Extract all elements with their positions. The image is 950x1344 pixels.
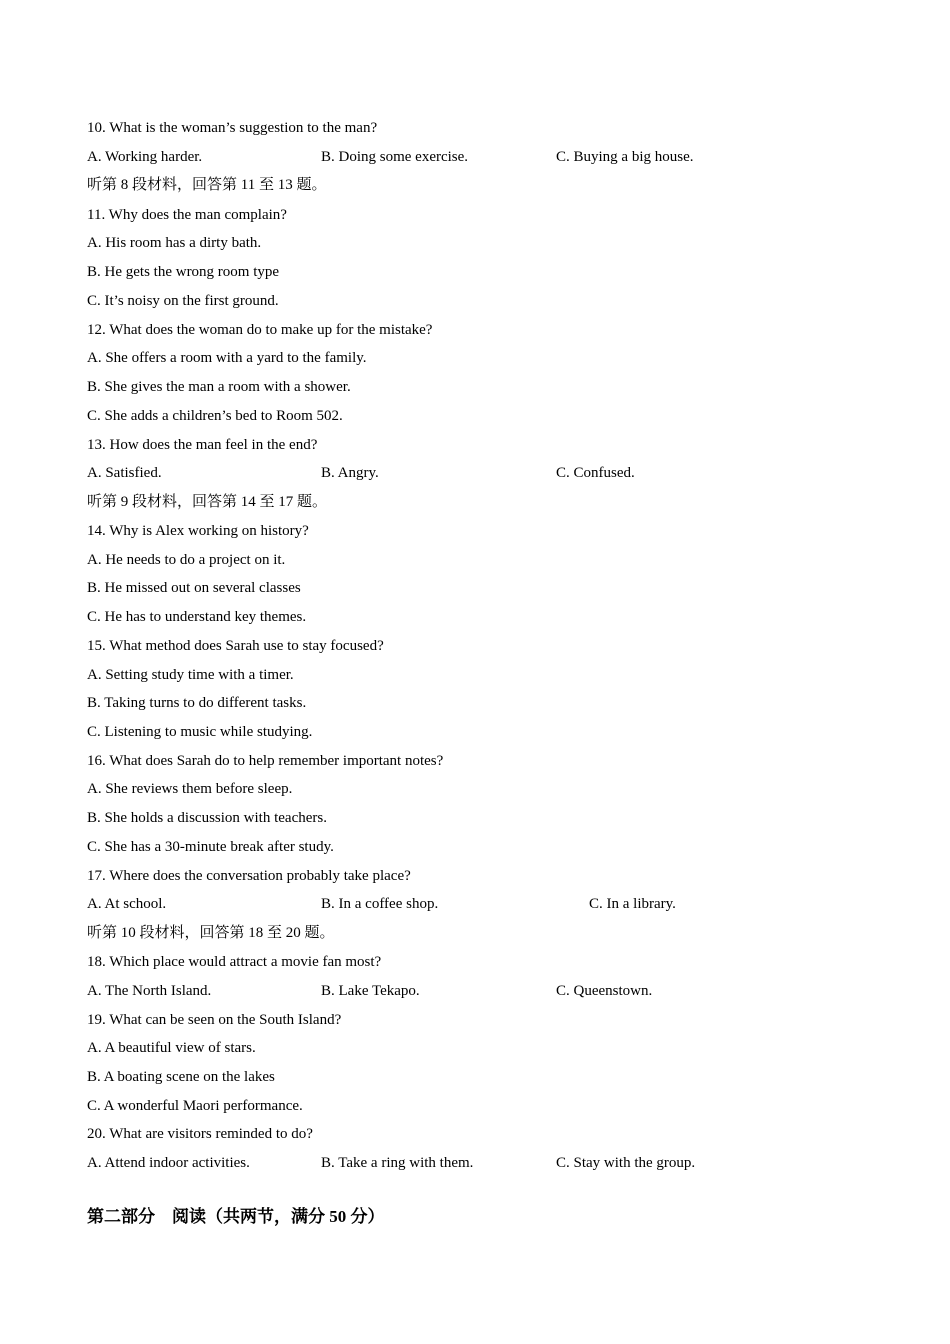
option-20-b: B. Take a ring with them. bbox=[321, 1155, 474, 1171]
option-13-c: C. Confused. bbox=[556, 465, 635, 481]
option-15-c: C. Listening to music while studying. bbox=[87, 724, 313, 740]
option-11-a: A. His room has a dirty bath. bbox=[87, 235, 262, 251]
option-11-b: B. He gets the wrong room type bbox=[87, 264, 280, 280]
option-12-c: C. She adds a children’s bed to Room 502. bbox=[87, 408, 343, 424]
question-10: 10. What is the woman’s suggestion to the man? bbox=[87, 120, 378, 136]
option-18-a: A. The North Island. bbox=[87, 983, 212, 999]
question-11: 11. Why does the man complain? bbox=[87, 207, 287, 223]
option-19-c: C. A wonderful Maori performance. bbox=[87, 1098, 303, 1114]
option-12-b: B. She gives the man a room with a shower. bbox=[87, 379, 351, 395]
option-17-b: B. In a coffee shop. bbox=[321, 896, 439, 912]
option-14-c: C. He has to understand key themes. bbox=[87, 609, 307, 625]
material-8-instruction: 听第 8 段材料，回答第 11 至 13 题。 bbox=[87, 177, 327, 193]
option-11-c: C. It’s noisy on the first ground. bbox=[87, 293, 279, 309]
option-12-a: A. She offers a room with a yard to the family. bbox=[87, 350, 367, 366]
option-15-a: A. Setting study time with a timer. bbox=[87, 667, 294, 683]
option-20-c: C. Stay with the group. bbox=[556, 1155, 696, 1171]
options-row-17 bbox=[0, 894, 950, 914]
option-10-c: C. Buying a big house. bbox=[556, 149, 694, 165]
option-10-a: A. Working harder. bbox=[87, 149, 203, 165]
question-14: 14. Why is Alex working on history? bbox=[87, 523, 309, 539]
option-18-b: B. Lake Tekapo. bbox=[321, 983, 420, 999]
option-19-a: A. A beautiful view of stars. bbox=[87, 1040, 256, 1056]
question-18: 18. Which place would attract a movie fan most? bbox=[87, 954, 382, 970]
section-2-heading: 第二部分 阅读（共两节，满分 50 分） bbox=[87, 1207, 385, 1226]
option-19-b: B. A boating scene on the lakes bbox=[87, 1069, 275, 1085]
material-10-instruction: 听第 10 段材料，回答第 18 至 20 题。 bbox=[87, 925, 335, 941]
option-16-a: A. She reviews them before sleep. bbox=[87, 781, 293, 797]
option-13-a: A. Satisfied. bbox=[87, 465, 162, 481]
option-16-c: C. She has a 30-minute break after study. bbox=[87, 839, 334, 855]
question-12: 12. What does the woman do to make up for the mistake? bbox=[87, 322, 433, 338]
question-20: 20. What are visitors reminded to do? bbox=[87, 1126, 313, 1142]
question-15: 15. What method does Sarah use to stay focused? bbox=[87, 638, 384, 654]
options-row-20 bbox=[0, 1153, 950, 1173]
question-13: 13. How does the man feel in the end? bbox=[87, 437, 318, 453]
option-13-b: B. Angry. bbox=[321, 465, 379, 481]
options-row-10 bbox=[0, 147, 950, 167]
material-9-instruction: 听第 9 段材料，回答第 14 至 17 题。 bbox=[87, 494, 328, 510]
options-row-18 bbox=[0, 981, 950, 1001]
option-17-a: A. At school. bbox=[87, 896, 167, 912]
question-17: 17. Where does the conversation probably take place? bbox=[87, 868, 411, 884]
option-10-b: B. Doing some exercise. bbox=[321, 149, 469, 165]
option-17-c: C. In a library. bbox=[589, 896, 676, 912]
options-row-13 bbox=[0, 463, 950, 483]
option-18-c: C. Queenstown. bbox=[556, 983, 653, 999]
question-19: 19. What can be seen on the South Island? bbox=[87, 1012, 342, 1028]
option-16-b: B. She holds a discussion with teachers. bbox=[87, 810, 327, 826]
question-16: 16. What does Sarah do to help remember important notes? bbox=[87, 753, 444, 769]
option-20-a: A. Attend indoor activities. bbox=[87, 1155, 250, 1171]
option-15-b: B. Taking turns to do different tasks. bbox=[87, 695, 307, 711]
option-14-b: B. He missed out on several classes bbox=[87, 580, 301, 596]
option-14-a: A. He needs to do a project on it. bbox=[87, 552, 286, 568]
